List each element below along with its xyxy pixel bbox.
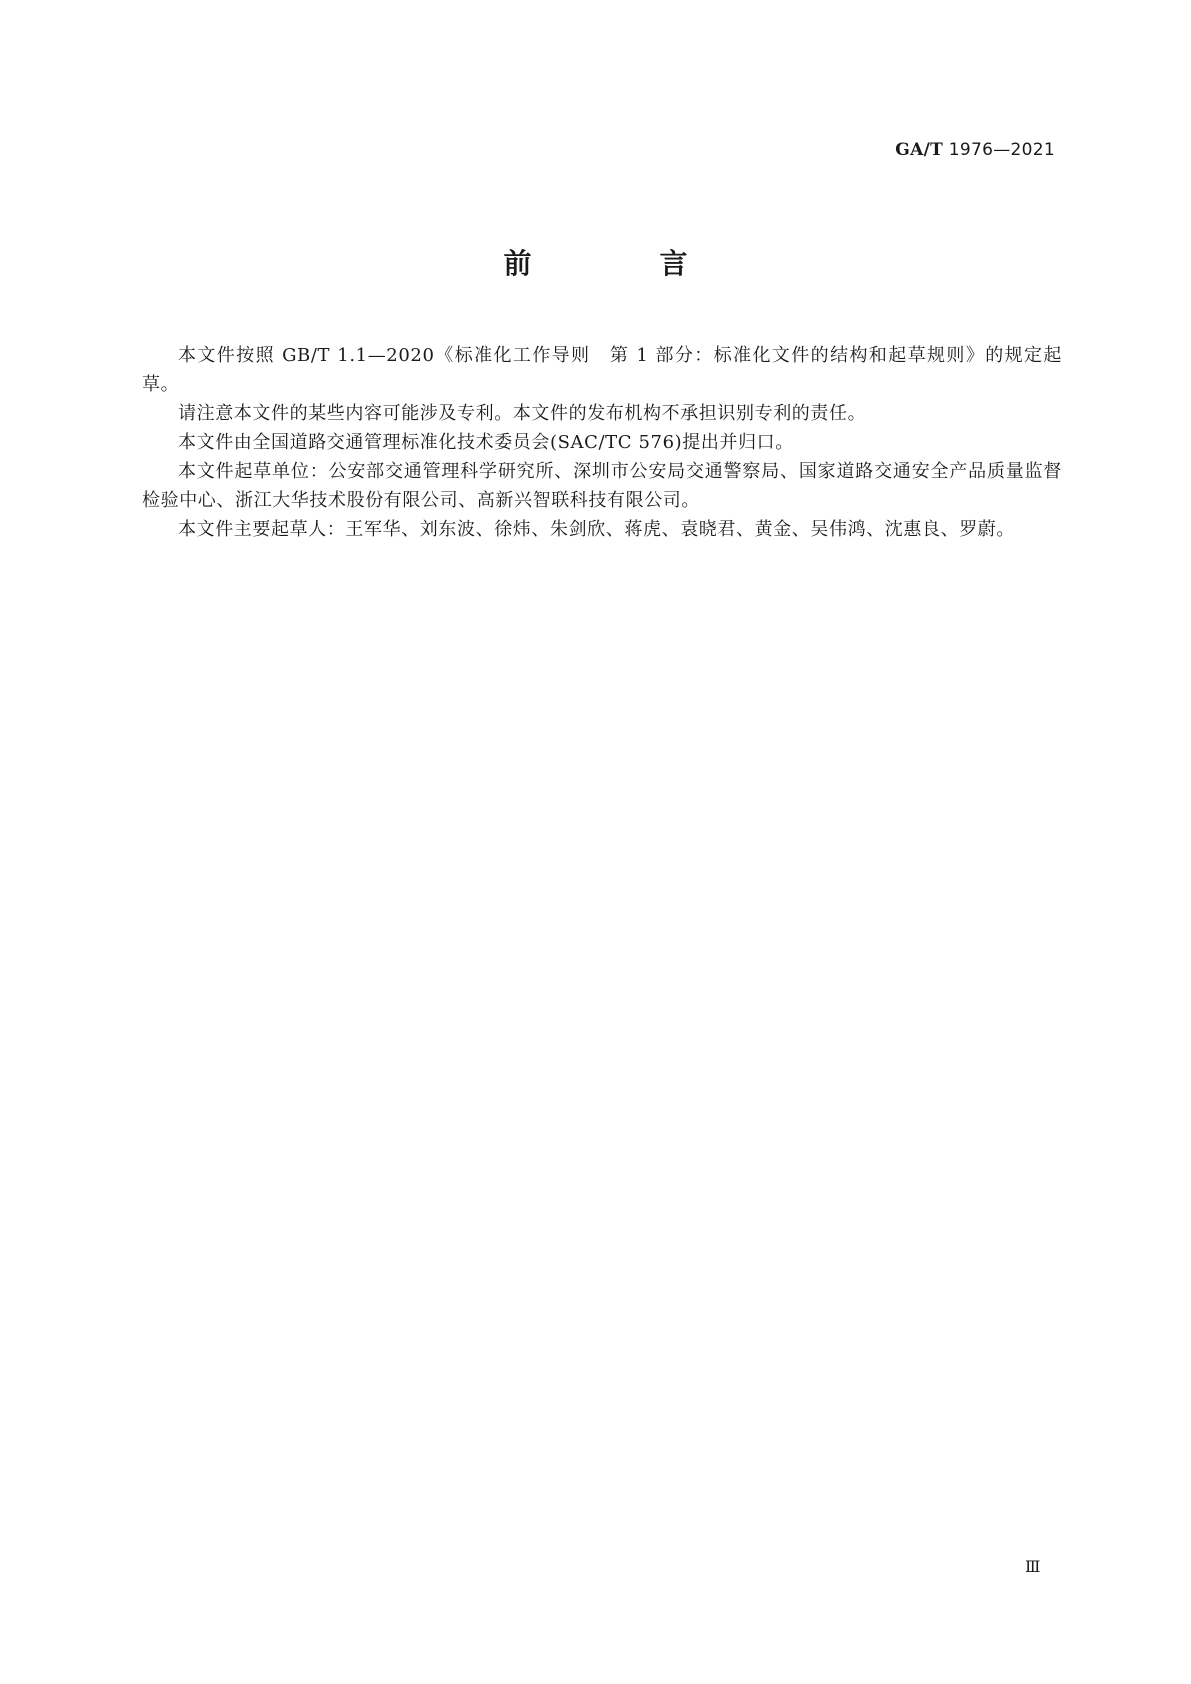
standard-prefix: GA/T [895, 140, 944, 160]
paragraph-drafting-units: 本文件起草单位：公安部交通管理科学研究所、深圳市公安局交通警察局、国家道路交通安全产品质量监督检验中心、浙江大华技术股份有限公司、高新兴智联科技有限公司。 [142, 461, 1062, 511]
paragraph-drafters: 本文件主要起草人：王军华、刘东波、徐炜、朱剑欣、蒋虎、袁晓君、黄金、吴伟鸿、沈惠良、罗蔚。 [178, 519, 1015, 540]
page-title: 前 言 [503, 247, 738, 280]
standard-number [895, 140, 1055, 160]
foreword-body [142, 341, 1062, 544]
page-number: Ⅲ [1025, 1557, 1041, 1576]
paragraph-drafting-rules: 本文件按照 GB/T 1.1—2020《标准化工作导则 第 1 部分：标准化文件的结构和起草规则》的规定起草。 [142, 345, 1062, 395]
standard-code: 1976—2021 [948, 140, 1055, 160]
paragraph-proposer: 本文件由全国道路交通管理标准化技术委员会(SAC/TC 576)提出并归口。 [178, 432, 794, 453]
paragraph-patent-notice: 请注意本文件的某些内容可能涉及专利。本文件的发布机构不承担识别专利的责任。 [178, 403, 867, 424]
